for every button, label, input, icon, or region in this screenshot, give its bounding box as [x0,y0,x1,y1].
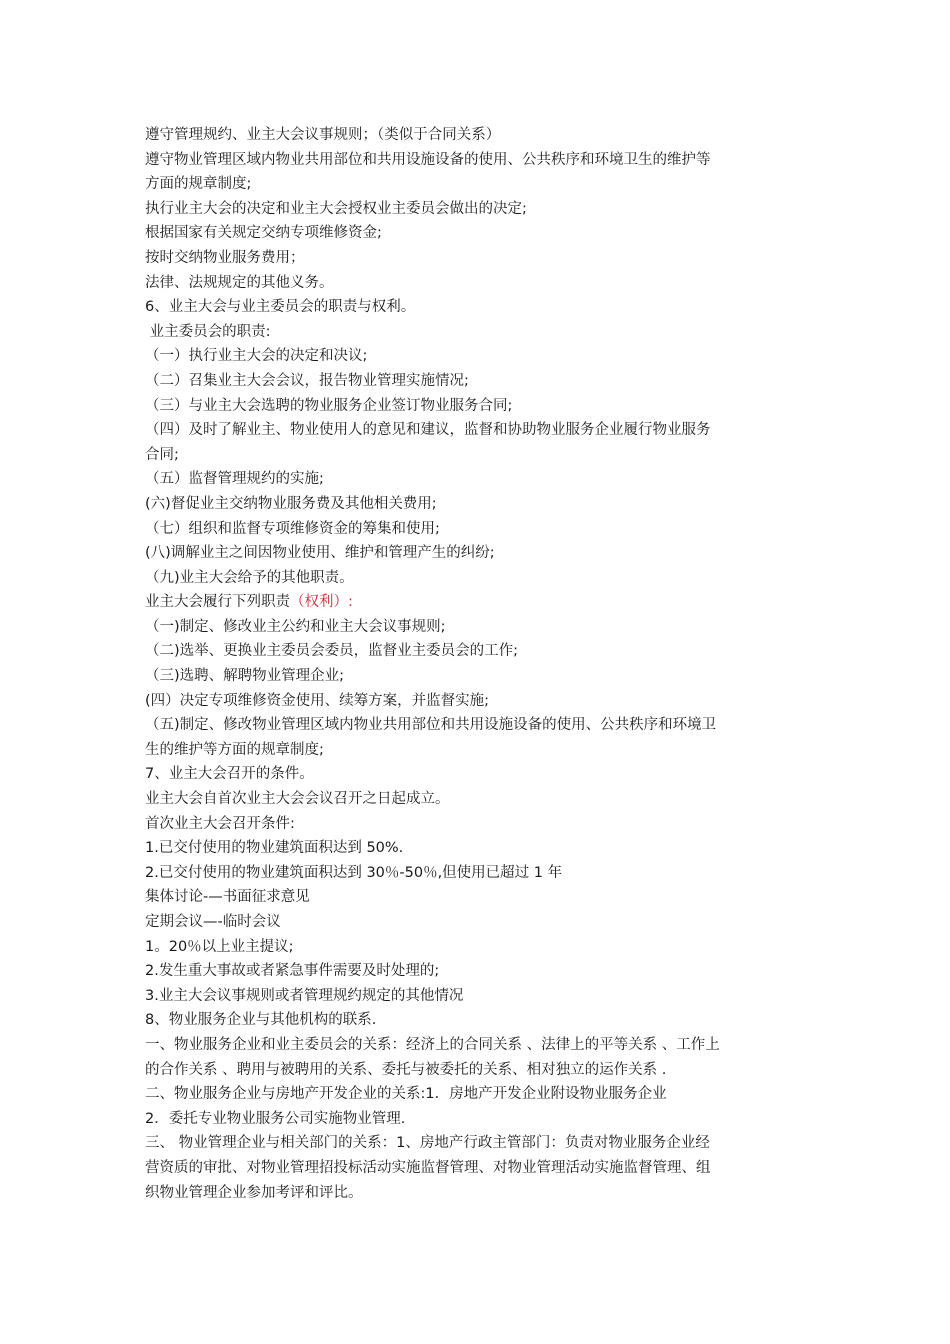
text-line: 首次业主大会召开条件: [145,815,295,832]
text-line: 三、 物业管理企业与相关部门的关系：1、房地产行政主管部门：负责对物业服务企业经 [145,1135,710,1152]
text-line: 营资质的审批、对物业管理招投标活动实施监督管理、对物业管理活动实施监督管理、组 [145,1159,711,1176]
text-line: 遵守物业管理区域内物业共用部位和共用设施设备的使用、公共秩序和环境卫生的维护等 [145,151,711,168]
text-line: 合同; [145,446,179,463]
text-line: 二、物业服务企业与房地产开发企业的关系:1．房地产开发企业附设物业服务企业 [145,1086,667,1103]
text-line: （一)制定、修改业主公约和业主大会议事规则; [145,618,446,635]
text-line: 1。20％以上业主提议; [145,938,294,955]
text-line: 2.已交付使用的物业建筑面积达到 30％-50％,但使用已超过 1 年 [145,864,563,881]
text-line: （七）组织和监督专项维修资金的筹集和使用; [145,520,440,537]
text-line: （四）及时了解业主、物业使用人的意见和建议，监督和协助物业服务企业履行物业服务 [145,422,711,439]
text-line: （一）执行业主大会的决定和决议; [145,348,368,365]
text-line: 2．委托专业物业服务公司实施物业管理. [145,1110,406,1127]
text-line: 业主大会自首次业主大会会议召开之日起成立。 [145,791,450,808]
text-line: 定期会议—-临时会议 [145,914,281,930]
text-line: 根据国家有关规定交纳专项维修资金; [145,225,382,242]
text-line: (八)调解业主之间因物业使用、维护和管理产生的纠纷; [145,545,495,562]
text-line: 2.发生重大事故或者紧急事件需要及时处理的; [145,963,440,980]
text-line: 执行业主大会的决定和业主大会授权业主委员会做出的决定; [145,200,527,217]
text-line: 3.业主大会议事规则或者管理规约规定的其他情况 [145,987,464,1004]
text-line: 的合作关系 、聘用与被聘用的关系、委托与被委托的关系、相对独立的运作关系 . [145,1061,667,1078]
text-line: 遵守管理规约、业主大会议事规则；（类似于合同关系） [145,127,501,143]
text-line: （二）召集业主大会会议，报告物业管理实施情况; [145,372,469,389]
section-heading-6: 6、业主大会与业主委员会的职责与权利。 [145,299,416,316]
assembly-powers-heading [145,590,810,615]
text-line: （五)制定、修改物业管理区域内物业共用部位和共用设施设备的使用、公共秩序和环境卫 [145,717,717,734]
text-line: 1.已交付使用的物业建筑面积达到 50%. [145,840,404,857]
text-line: 按时交纳物业服务费用； [145,249,305,266]
text-line: (六)督促业主交纳物业服务费及其他相关费用; [145,495,437,512]
text-line: （三)选聘、解聘物业管理企业; [145,668,345,685]
section-heading-7: 7、业主大会召开的条件。 [145,766,314,783]
document-body [145,123,810,1205]
text-line: 集体讨论-—书面征求意见 [145,889,310,906]
text-line: （九)业主大会给予的其他职责。 [145,569,354,586]
text-line: 法律、法规规定的其他义务。 [145,274,334,291]
text-line: (四）决定专项维修资金使用、续筹方案，并监督实施; [145,692,490,709]
text-line: 方面的规章制度; [145,176,252,193]
text-line: 织物业管理企业参加考评和评比。 [145,1184,363,1201]
powers-heading-red-note: （权利）: [290,594,353,611]
section-heading-8: 8、物业服务企业与其他机构的联系. [145,1012,377,1029]
text-line: 生的维护等方面的规章制度; [145,741,324,758]
text-line: （五）监督管理规约的实施; [145,471,324,488]
text-line: （二)选举、更换业主委员会委员，监督业主委员会的工作; [145,643,519,660]
powers-heading-text: 业主大会履行下列职责 [145,594,290,611]
text-line: （三）与业主大会选聘的物业服务企业签订物业服务合同; [145,397,513,414]
text-line: 一、物业服务企业和业主委员会的关系：经济上的合同关系 、法律上的平等关系 、工作上 [145,1036,720,1053]
committee-duties-heading: 业主委员会的职责: [145,323,271,340]
